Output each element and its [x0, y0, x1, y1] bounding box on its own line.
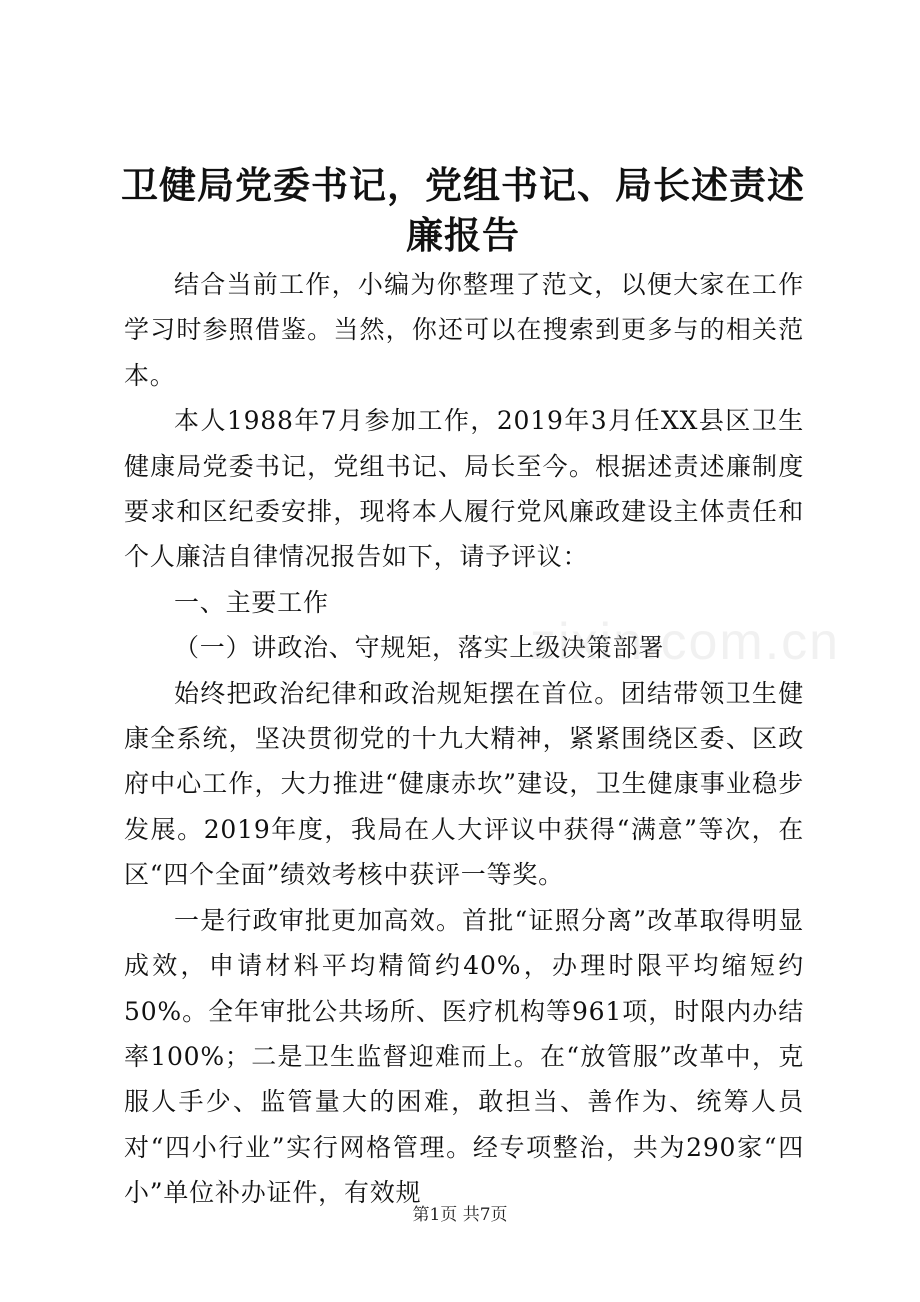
- paragraph-background: 本人1988年7月参加工作，2019年3月任XX县区卫生健康局党委书记，党组书记、局长至今。根据述责述廉制度要求和区纪委安排，现将本人履行党风廉政建设主体责任和个人廉洁自律情况报告如下，请予评议：: [124, 406, 804, 572]
- page-footer: 第1页 共7页: [412, 1205, 508, 1225]
- section-heading: 一、主要工作: [174, 587, 329, 617]
- paragraph-politics: 始终把政治纪律和政治规矩摆在首位。团结带领卫生健康全系统，坚决贯彻党的十九大精神，紧紧围绕区委、区政府中心工作，大力推进“健康赤坎”建设，卫生健康事业稳步发展。2019年度，我局在人大评议中获得“满意”等次，在区“四个全面”绩效考核中获评一等奖。: [124, 678, 804, 890]
- paragraph-achievements: 一是行政审批更加高效。首批“证照分离”改革取得明显成效，申请材料平均精简约40%，办理时限平均缩短约50%。全年审批公共场所、医疗机构等961项，时限内办结率100%；二是卫生监督迎难而上。在“放管服”改革中，克服人手少、监管量大的困难，敢担当、善作为、统筹人员对“四小行业”实行网格管理。经专项整治，共为290家“四小”单位补办证件，有效规: [124, 905, 804, 1208]
- document-body: [124, 262, 804, 1216]
- document-title: 卫健局党委书记，党组书记、局长述责述廉报告: [121, 163, 805, 257]
- subsection-heading: （一）讲政治、守规矩，落实上级决策部署: [174, 633, 665, 663]
- paragraph-intro: 结合当前工作，小编为你整理了范文，以便大家在工作学习时参照借鉴。当然，你还可以在搜索到更多与的相关范本。: [124, 270, 804, 390]
- watermark: zixin.com.cn: [530, 613, 841, 671]
